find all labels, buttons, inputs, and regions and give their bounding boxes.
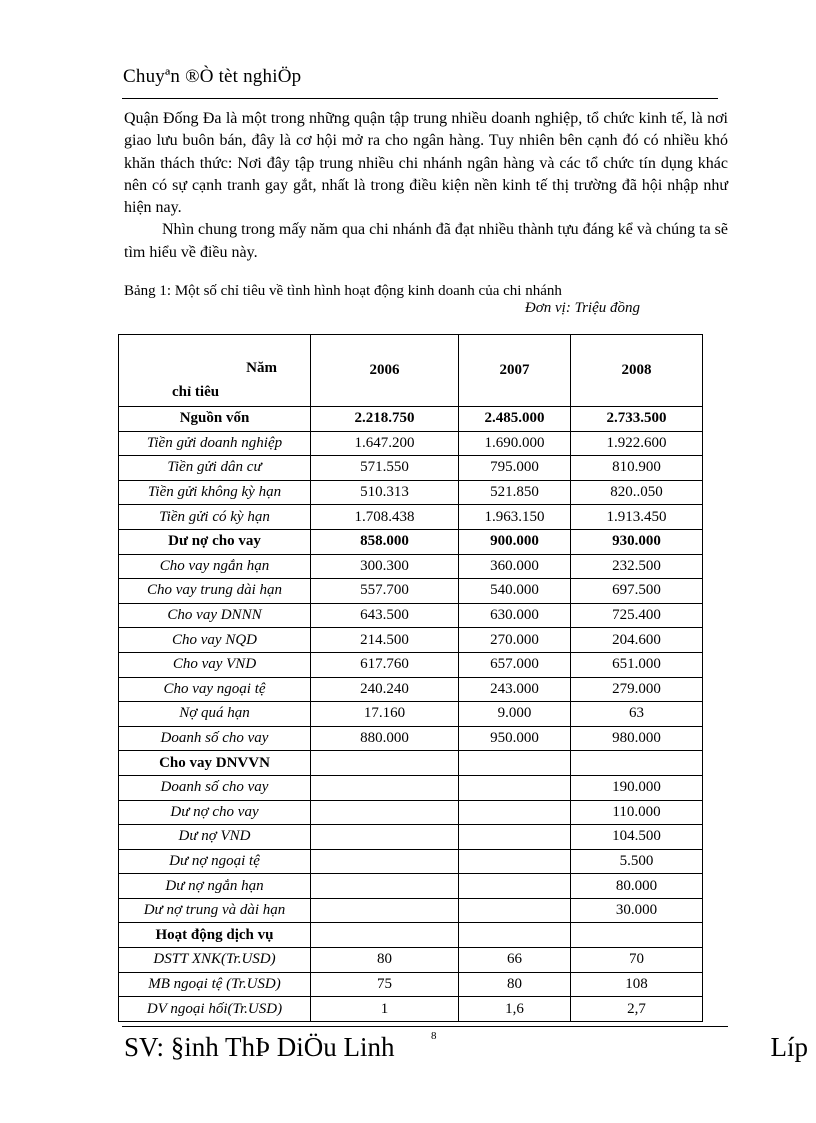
value-2008: 2,7 — [571, 997, 703, 1022]
table-row — [119, 431, 703, 456]
value-2007: 521.850 — [459, 480, 571, 505]
value-2007: 900.000 — [459, 529, 571, 554]
value-2007 — [459, 849, 571, 874]
value-2007: 1.963.150 — [459, 505, 571, 530]
table-row — [119, 407, 703, 432]
table-row — [119, 775, 703, 800]
value-2007: 243.000 — [459, 677, 571, 702]
value-2008: 279.000 — [571, 677, 703, 702]
table-row — [119, 849, 703, 874]
year-header-2006: 2006 — [311, 335, 459, 407]
table-row — [119, 898, 703, 923]
table-row — [119, 628, 703, 653]
year-header-2008: 2008 — [571, 335, 703, 407]
value-2006: 2.218.750 — [311, 407, 459, 432]
row-label: Cho vay VND — [119, 652, 311, 677]
value-2006 — [311, 751, 459, 776]
value-2006: 1.647.200 — [311, 431, 459, 456]
row-label: Hoạt động dịch vụ — [119, 923, 311, 948]
value-2008: 697.500 — [571, 579, 703, 604]
value-2008: 63 — [571, 702, 703, 727]
value-2006: 571.550 — [311, 456, 459, 481]
value-2006 — [311, 775, 459, 800]
year-header-2007: 2007 — [459, 335, 571, 407]
value-2008 — [571, 751, 703, 776]
value-2008: 820..050 — [571, 480, 703, 505]
row-label: Cho vay trung dài hạn — [119, 579, 311, 604]
value-2007 — [459, 825, 571, 850]
table-row — [119, 529, 703, 554]
value-2007: 657.000 — [459, 652, 571, 677]
value-2008: 190.000 — [571, 775, 703, 800]
table-row — [119, 456, 703, 481]
value-2006: 643.500 — [311, 603, 459, 628]
value-2007: 540.000 — [459, 579, 571, 604]
row-label: Nợ quá hạn — [119, 702, 311, 727]
value-2007 — [459, 923, 571, 948]
footer-page-number: 8 — [431, 1030, 437, 1042]
value-2007: 1,6 — [459, 997, 571, 1022]
row-label: Cho vay DNVVN — [119, 751, 311, 776]
value-2006: 1 — [311, 997, 459, 1022]
row-label: Doanh số cho vay — [119, 726, 311, 751]
corner-year-label: Năm — [246, 360, 277, 376]
value-2007 — [459, 775, 571, 800]
value-2007 — [459, 874, 571, 899]
value-2007: 360.000 — [459, 554, 571, 579]
value-2006: 75 — [311, 972, 459, 997]
row-label: Tiền gửi dân cư — [119, 456, 311, 481]
table-header-row — [119, 335, 703, 407]
table-row — [119, 603, 703, 628]
corner-indicator-label: chỉ tiêu — [172, 384, 220, 400]
row-label: Dư nợ VND — [119, 825, 311, 850]
value-2007: 270.000 — [459, 628, 571, 653]
row-label: Tiền gửi có kỳ hạn — [119, 505, 311, 530]
row-label: Cho vay ngắn hạn — [119, 554, 311, 579]
value-2008: 930.000 — [571, 529, 703, 554]
table-row — [119, 948, 703, 973]
value-2006: 17.160 — [311, 702, 459, 727]
value-2008: 980.000 — [571, 726, 703, 751]
table-row — [119, 997, 703, 1022]
value-2008: 725.400 — [571, 603, 703, 628]
paragraph-1: Quận Đống Đa là một trong những quận tập trung nhiều doanh nghiệp, tổ chức kinh tế, là nơi giao lưu buôn bán, đây là cơ hội mở ra cho ngân hàng. Tuy nhiên bên cạnh đó có nhiều khó khăn thách thức: Nơi đây tập trung nhiều chi nhánh ngân hàng và các tổ chức tín dụng khác nên có sự cạnh tranh gay gắt, nhất là trong điều kiện nền kinh tế thị trường đã hội nhập như hiện nay. — [124, 110, 728, 217]
table-row — [119, 923, 703, 948]
table-row — [119, 800, 703, 825]
value-2007: 66 — [459, 948, 571, 973]
value-2006: 80 — [311, 948, 459, 973]
table-row — [119, 726, 703, 751]
value-2008 — [571, 923, 703, 948]
row-label: Doanh số cho vay — [119, 775, 311, 800]
table-row — [119, 702, 703, 727]
value-2006 — [311, 923, 459, 948]
value-2007: 630.000 — [459, 603, 571, 628]
value-2006: 214.500 — [311, 628, 459, 653]
row-label: Dư nợ cho vay — [119, 800, 311, 825]
table-row — [119, 751, 703, 776]
value-2008: 110.000 — [571, 800, 703, 825]
table-row — [119, 505, 703, 530]
value-2007: 2.485.000 — [459, 407, 571, 432]
value-2008: 204.600 — [571, 628, 703, 653]
table-row — [119, 480, 703, 505]
value-2006 — [311, 800, 459, 825]
table-row — [119, 579, 703, 604]
row-label: Cho vay ngoại tệ — [119, 677, 311, 702]
value-2008: 108 — [571, 972, 703, 997]
row-label: Dư nợ cho vay — [119, 529, 311, 554]
paragraph-2: Nhìn chung trong mấy năm qua chi nhánh đã đạt nhiều thành tựu đáng kể và chúng ta sẽ tìm hiểu về điều này. — [124, 221, 728, 261]
table-row — [119, 652, 703, 677]
value-2007: 795.000 — [459, 456, 571, 481]
row-label: DV ngoại hối(Tr.USD) — [119, 997, 311, 1022]
value-2008: 30.000 — [571, 898, 703, 923]
document-header-title: Chuyªn ®Ò tèt nghiÖp — [123, 66, 302, 87]
value-2008: 70 — [571, 948, 703, 973]
value-2008: 5.500 — [571, 849, 703, 874]
value-2008: 232.500 — [571, 554, 703, 579]
value-2008: 1.922.600 — [571, 431, 703, 456]
row-label: Nguồn vốn — [119, 407, 311, 432]
table-row — [119, 972, 703, 997]
table-caption: Bảng 1: Một số chỉ tiêu về tình hình hoạt động kinh doanh của chi nhánh — [124, 283, 562, 299]
value-2006: 1.708.438 — [311, 505, 459, 530]
row-label: Tiền gửi doanh nghiệp — [119, 431, 311, 456]
row-label: MB ngoại tệ (Tr.USD) — [119, 972, 311, 997]
row-label: DSTT XNK(Tr.USD) — [119, 948, 311, 973]
body-text — [124, 108, 728, 264]
value-2006: 858.000 — [311, 529, 459, 554]
table-corner-cell — [119, 335, 311, 407]
value-2007: 950.000 — [459, 726, 571, 751]
table-unit: Đơn vị: Triệu đồng — [524, 300, 640, 316]
footer-student-name: SV: §inh ThÞ DiÖu Linh — [124, 1032, 395, 1062]
table-row — [119, 825, 703, 850]
data-table — [118, 334, 703, 1022]
header-divider — [122, 98, 718, 99]
row-label: Cho vay DNNN — [119, 603, 311, 628]
row-label: Dư nợ ngắn hạn — [119, 874, 311, 899]
row-label: Dư nợ ngoại tệ — [119, 849, 311, 874]
value-2008: 2.733.500 — [571, 407, 703, 432]
value-2006 — [311, 898, 459, 923]
value-2008: 80.000 — [571, 874, 703, 899]
footer-divider — [122, 1026, 728, 1027]
value-2006: 617.760 — [311, 652, 459, 677]
value-2006: 510.313 — [311, 480, 459, 505]
value-2006 — [311, 849, 459, 874]
row-label: Dư nợ trung và dài hạn — [119, 898, 311, 923]
value-2008: 1.913.450 — [571, 505, 703, 530]
value-2007 — [459, 898, 571, 923]
value-2006: 557.700 — [311, 579, 459, 604]
value-2006: 300.300 — [311, 554, 459, 579]
value-2007: 1.690.000 — [459, 431, 571, 456]
value-2008: 104.500 — [571, 825, 703, 850]
value-2007 — [459, 800, 571, 825]
value-2008: 651.000 — [571, 652, 703, 677]
table-row — [119, 677, 703, 702]
value-2006 — [311, 874, 459, 899]
value-2007: 80 — [459, 972, 571, 997]
table-row — [119, 874, 703, 899]
value-2006: 240.240 — [311, 677, 459, 702]
value-2006: 880.000 — [311, 726, 459, 751]
row-label: Tiền gửi không kỳ hạn — [119, 480, 311, 505]
value-2007 — [459, 751, 571, 776]
value-2006 — [311, 825, 459, 850]
footer-class-label: Líp — [770, 1032, 808, 1062]
table-row — [119, 554, 703, 579]
value-2007: 9.000 — [459, 702, 571, 727]
row-label: Cho vay NQD — [119, 628, 311, 653]
value-2008: 810.900 — [571, 456, 703, 481]
